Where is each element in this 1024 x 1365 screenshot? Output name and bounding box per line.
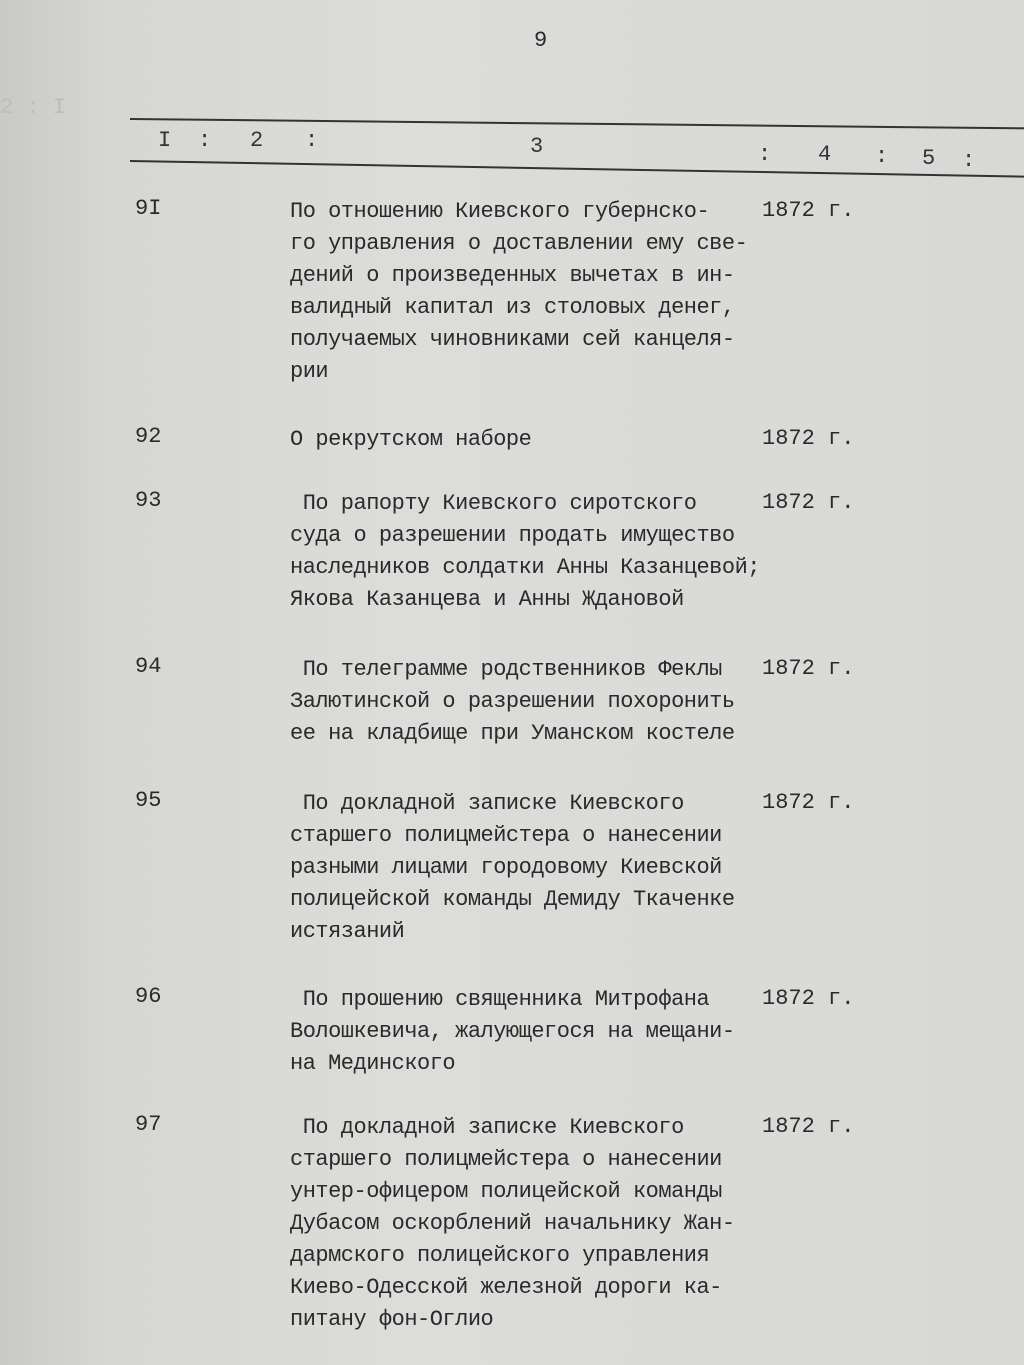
description-line: рии: [290, 359, 329, 384]
description-line: По докладной записке Киевского: [290, 1115, 684, 1140]
header-rule-top: [130, 118, 1024, 129]
entry-description: [290, 654, 735, 750]
col-5-header: 5: [922, 146, 936, 171]
description-line: О рекрутском наборе: [290, 427, 532, 452]
description-line: суда о разрешении продать имущество: [290, 523, 735, 548]
entry-number: 95: [135, 788, 162, 813]
header-rule-bottom: [130, 160, 1024, 178]
description-line: Дубасом оскорблений начальнику Жан-: [290, 1211, 735, 1236]
entry-description: [290, 788, 735, 948]
entry-year: 1872 г.: [762, 426, 855, 451]
entry-description: [290, 488, 760, 616]
entry-year: 1872 г.: [762, 986, 855, 1011]
page-number: 9: [534, 28, 548, 53]
description-line: По рапорту Киевского сиротского: [290, 491, 697, 516]
description-line: на Мединского: [290, 1051, 456, 1076]
description-line: старшего полицмейстера о нанесении: [290, 1147, 722, 1172]
col-2-header: 2: [250, 128, 264, 153]
entry-description: [290, 1112, 735, 1336]
description-line: Волошкевича, жалующегося на мещани-: [290, 1019, 735, 1044]
description-line: По докладной записке Киевского: [290, 791, 684, 816]
description-line: Якова Казанцева и Анны Ждановой: [290, 587, 684, 612]
entry-number: 97: [135, 1112, 162, 1137]
description-line: По прошению священника Митрофана: [290, 987, 710, 1012]
col-4-header: 4: [818, 142, 832, 167]
entry-description: [290, 984, 735, 1080]
col-1-header: I: [158, 128, 172, 153]
col-sep: :: [758, 142, 772, 167]
description-line: унтер-офицером полицейской команды: [290, 1179, 722, 1204]
description-line: Киево-Одесской железной дороги ка-: [290, 1275, 722, 1300]
description-line: По отношению Киевского губернско-: [290, 199, 710, 224]
entry-year: 1872 г.: [762, 790, 855, 815]
entry-number: 94: [135, 654, 162, 679]
description-line: ее на кладбище при Уманском костеле: [290, 721, 735, 746]
entry-year: 1872 г.: [762, 490, 855, 515]
entry-description: [290, 424, 531, 456]
col-sep: :: [962, 148, 976, 173]
entry-number: 9I: [135, 196, 162, 221]
description-line: валидный капитал из столовых денег,: [290, 295, 735, 320]
description-line: питану фон-Оглио: [290, 1307, 494, 1332]
description-line: истязаний: [290, 919, 405, 944]
entry-year: 1872 г.: [762, 656, 855, 681]
description-line: го управления о доставлении ему све-: [290, 231, 748, 256]
entry-number: 92: [135, 424, 162, 449]
description-line: дармского полицейского управления: [290, 1243, 710, 1268]
margin-ghost-text: 2 : I: [0, 95, 67, 120]
col-sep: :: [305, 128, 319, 153]
description-line: полицейской команды Демиду Ткаченке: [290, 887, 735, 912]
entry-number: 96: [135, 984, 162, 1009]
entry-year: 1872 г.: [762, 198, 855, 223]
description-line: Залютинской о разрешении похоронить: [290, 689, 735, 714]
description-line: получаемых чиновниками сей канцеля-: [290, 327, 735, 352]
description-line: наследников солдатки Анны Казанцевой;: [290, 555, 760, 580]
col-sep: :: [198, 128, 212, 153]
description-line: По телеграмме родственников Феклы: [290, 657, 722, 682]
entry-number: 93: [135, 488, 162, 513]
entry-description: [290, 196, 747, 388]
description-line: дений о произведенных вычетах в ин-: [290, 263, 735, 288]
col-sep: :: [875, 144, 889, 169]
col-3-header: 3: [530, 134, 544, 159]
description-line: старшего полицмейстера о нанесении: [290, 823, 722, 848]
entry-year: 1872 г.: [762, 1114, 855, 1139]
description-line: разными лицами городовому Киевской: [290, 855, 722, 880]
